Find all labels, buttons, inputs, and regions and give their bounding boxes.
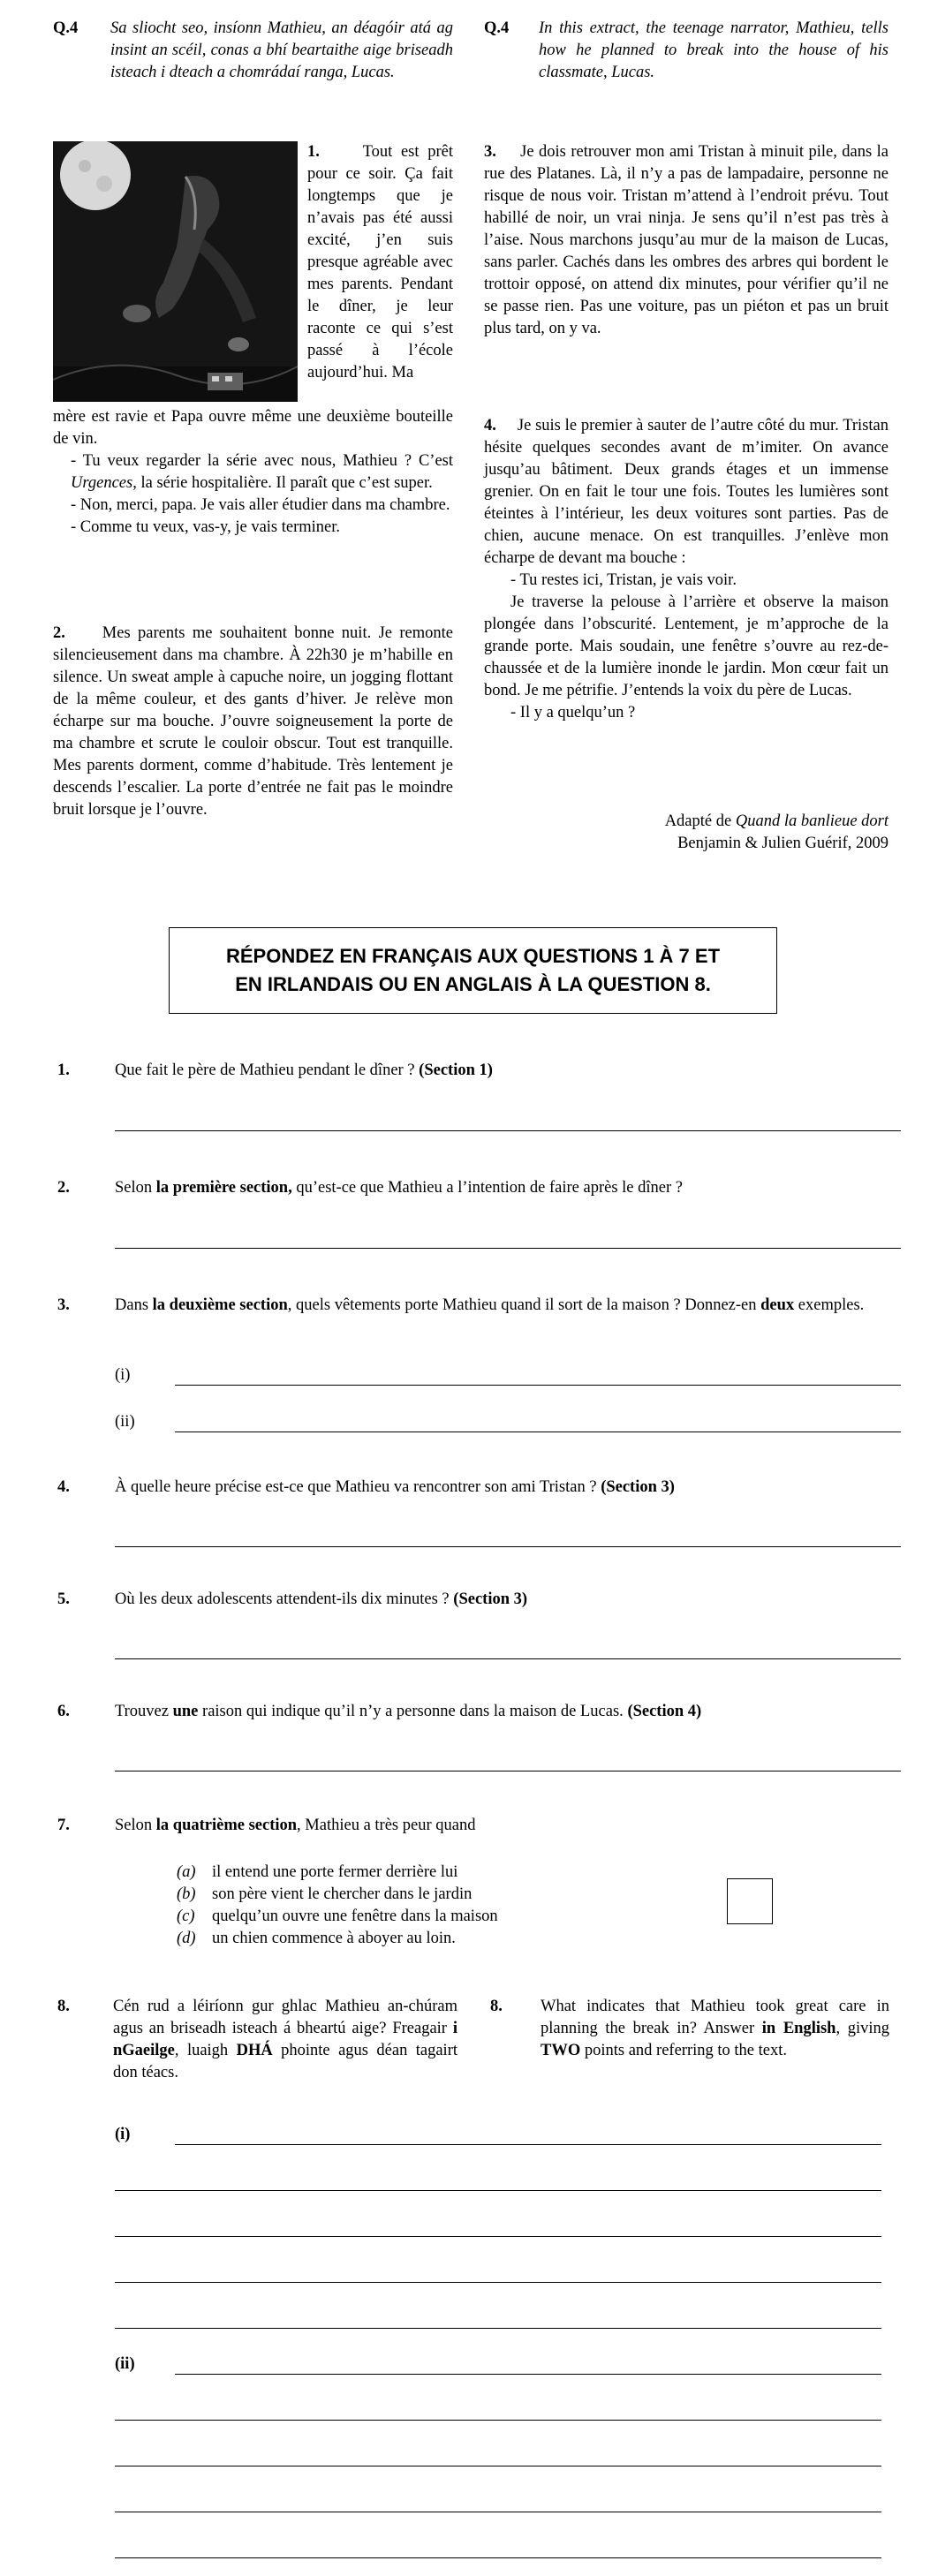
instructions-line-2: EN IRLANDAIS OU EN ANGLAIS À LA QUESTION 8. [235,973,711,995]
answer-line-q8-i-3[interactable] [115,2236,881,2237]
question-3-d: deux [760,1296,795,1314]
section-4-text-b: Je traverse la pelouse à l’arrière et observe la maison plongée dans l’obscurité. Lentement, je m’approche de la grande porte. Mais soudain, une fenêtre s’ouvre au rez-de-chaussée et de la lumière inonde le jardin. Mon cœur fait un bond. Je me pétrifie. J’entends la voix du père de Lucas. [484,593,888,699]
question-5-ref: (Section 3) [453,1590,528,1608]
source-prefix: Adapté de [664,812,736,830]
q8-label-ii: (ii) [115,2355,135,2373]
section-3 [484,141,888,340]
q7-option-c-text: quelqu’un ouvre une fenêtre dans la maison [212,1907,498,1925]
section-4-number: 4. [484,417,496,434]
question-7-a: Selon [115,1817,156,1834]
section-4-dialogue-2: - Il y a quelqu’un ? [510,704,636,721]
question-5-number: 5. [57,1590,70,1608]
intro-label-irish: Q.4 [53,19,79,37]
q8-english-b: in English [761,2020,836,2037]
q7-option-a-text: il entend une porte fermer derrière lui [212,1863,458,1881]
question-8-number-irish: 8. [57,1998,70,2015]
dialogue-1-b: , la série hospitalière. Il paraît que c’est super. [132,474,433,492]
q8-english-d: TWO [541,2042,581,2059]
question-2-number: 2. [57,1179,70,1197]
answer-line-q8-i-5[interactable] [115,2328,881,2329]
q8-irish-c: , luaigh [174,2042,237,2059]
q8-english-e: points and referring to the text. [580,2042,787,2059]
q7-option-c[interactable] [177,1906,671,1928]
q8-irish-b: i nGaeilge [113,2020,457,2059]
q7-option-b-letter: (b) [177,1885,196,1903]
question-7-c: , Mathieu a très peur quand [297,1817,476,1834]
section-1-number: 1. [307,143,320,161]
night-scene-image [53,141,298,402]
dialogue-2: - Non, merci, papa. Je vais aller étudier dans ma chambre. [71,496,450,514]
question-6-b: une [172,1703,199,1720]
q7-answer-box[interactable] [727,1878,773,1924]
q7-option-b[interactable] [177,1884,671,1906]
question-6-ref: (Section 4) [627,1703,702,1720]
section-3-number: 3. [484,143,496,161]
section-2-text: Mes parents me souhaitent bonne nuit. Je remonte silencieusement dans ma chambre. À 22h30 je m’habille en silence. Un sweat ample à capuche noire, un jogging flottant de la même couleur, et des gants d’hiver. Je relève mon écharpe sur ma bouche. J’ouvre soigneusement la porte de ma chambre et scrute le couloir obscur. Tout est tranquille. Mes parents dorment, comme d’habitude. Très lentement je descends l’escalier. La porte d’entrée ne fait pas le moindre bruit lorsque je l’ouvre. [53,624,453,819]
answer-line-q5[interactable] [115,1658,901,1659]
question-1-ref: (Section 1) [419,1061,493,1079]
question-6-number: 6. [57,1703,70,1720]
instructions-line-1: RÉPONDEZ EN FRANÇAIS AUX QUESTIONS 1 À 7 ET [225,945,721,967]
question-8-english [541,1996,889,2062]
question-3-b: la deuxième section [152,1296,288,1314]
question-3-c: , quels vêtements porte Mathieu quand il sort de la maison ? Donnez-en [287,1296,761,1314]
question-1-text: Que fait le père de Mathieu pendant le dîner ? [115,1061,415,1079]
q8-irish-d: DHÁ [236,2042,273,2059]
q3-label-ii: (ii) [115,1413,135,1431]
answer-line-q1[interactable] [115,1130,901,1131]
question-4-number: 4. [57,1478,70,1496]
section-3-text: Je dois retrouver mon ami Tristan à minuit pile, dans la rue des Platanes. Là, il n’y a pas de lampadaire, personne ne risque de nous voir. Tristan m’attend à l’endroit prévu. Tout habillé de noir, un vrai ninja. Je sens qu’il n’est pas très à l’aise. Nous marchons jusqu’au mur de la maison de Lucas, sans parler. Cachés dans les ombres des arbres qui bordent le trottoir opposé, on attend dix minutes, pour vérifier qu’il ne se passe rien. Pas une voiture, pas un piéton et pas un bruit plus tard, on y va. [484,143,888,337]
answer-line-q8-i-1[interactable] [175,2144,881,2145]
section-4 [484,415,888,724]
intro-english: In this extract, the teenage narrator, Mathieu, tells how he planned to break into the house of his classmate, Lucas. [539,19,888,81]
section-2-number: 2. [53,624,65,642]
question-2-c: qu’est-ce que Mathieu a l’intention de faire après le dîner ? [291,1179,683,1197]
question-5-text: Où les deux adolescents attendent-ils dix minutes ? [115,1590,450,1608]
intro-label-english: Q.4 [484,19,510,37]
dialogue-1-a: - Tu veux regarder la série avec nous, Mathieu ? C’est [71,452,453,470]
intro-irish: Sa sliocht seo, insíonn Mathieu, an déagóir atá ag insint an scéil, conas a bhí beartaithe aige briseadh isteach i dteach a chomrádaí ranga, Lucas. [110,19,453,81]
question-6-c: raison qui indique qu’il n’y a personne dans la maison de Lucas. [198,1703,624,1720]
answer-line-q3-i[interactable] [175,1385,901,1386]
story-illustration [53,141,298,402]
answer-line-q8-ii-2[interactable] [115,2420,881,2421]
answer-line-q8-ii-5[interactable] [115,2557,881,2558]
q7-option-a[interactable] [177,1862,671,1884]
q7-option-d-letter: (d) [177,1930,196,1947]
answer-line-q2[interactable] [115,1248,901,1249]
source-citation [484,811,888,855]
q8-irish-e: phointe agus déan tagairt don téacs. [113,2042,457,2081]
q7-option-d-text: un chien commence à aboyer au loin. [212,1930,456,1947]
question-3-a: Dans [115,1296,153,1314]
q8-english-a: What indicates that Mathieu took great care in planning the break in? Answer [541,1998,889,2037]
q8-label-i: (i) [115,2126,131,2143]
source-authors: Benjamin & Julien Guérif, 2009 [677,835,888,852]
section-4-dialogue-1: - Tu restes ici, Tristan, je vais voir. [510,571,737,589]
question-8-irish [113,1996,457,2084]
q8-english-c: , giving [835,2020,890,2037]
section-1-continued [53,406,453,539]
q7-option-d[interactable] [177,1928,671,1950]
question-2-a: Selon [115,1179,156,1197]
q7-option-c-letter: (c) [177,1907,195,1925]
q3-label-i: (i) [115,1366,131,1384]
dialogue-1-series: Urgences [71,474,133,492]
answer-line-q8-i-2[interactable] [115,2190,881,2191]
answer-line-q4[interactable] [115,1546,901,1547]
answer-line-q8-ii-1[interactable] [175,2374,881,2375]
answer-line-q8-i-4[interactable] [115,2282,881,2283]
question-8-number-english: 8. [490,1998,503,2015]
question-6-a: Trouvez [115,1703,173,1720]
question-2-b: la première section, [155,1179,292,1197]
q7-option-b-text: son père vient le chercher dans le jardin [212,1885,473,1903]
section-1-opening [307,141,453,384]
q7-option-a-letter: (a) [177,1863,196,1881]
source-title: Quand la banlieue dort [735,812,888,830]
dialogue-3: - Comme tu veux, vas-y, je vais terminer. [71,518,341,536]
dialogue-1 [53,450,453,495]
section-1-text-b: mère est ravie et Papa ouvre même une deuxième bouteille de vin. [53,408,453,448]
section-1-text-a: Tout est prêt pour ce soir. Ça fait longtemps que je n’avais pas été aussi excité, j’en suis presque agréable avec mes parents. Pendant le dîner, je leur raconte ce qui s’est passé à l’école aujourd’hui. Ma [307,143,453,381]
question-7-b: la quatrième section [155,1817,298,1834]
question-3-number: 3. [57,1296,70,1314]
question-1-number: 1. [57,1061,70,1079]
question-7-number: 7. [57,1817,70,1834]
question-3-e: exemples. [794,1296,865,1314]
section-4-text-a: Je suis le premier à sauter de l’autre côté du mur. Tristan hésite quelques secondes avant de m’imiter. On avance jusqu’au bâtiment. Deux grands étages et un immense grenier. On en fait le tour une fois. Toutes les lumières sont éteintes à l’intérieur, les deux voitures sont parties. Pas de chien, aucune menace. On est tranquilles. J’enlève mon écharpe de devant ma bouche : [484,417,888,567]
q8-irish-a: Cén rud a léiríonn gur ghlac Mathieu an-chúram agus an briseadh isteach á bheartú aige? Freagair [113,1998,457,2037]
section-2 [53,623,453,821]
question-4-ref: (Section 3) [601,1478,675,1496]
question-4-text: À quelle heure précise est-ce que Mathieu va rencontrer son ami Tristan ? [115,1478,597,1496]
instructions-box [169,927,777,1014]
